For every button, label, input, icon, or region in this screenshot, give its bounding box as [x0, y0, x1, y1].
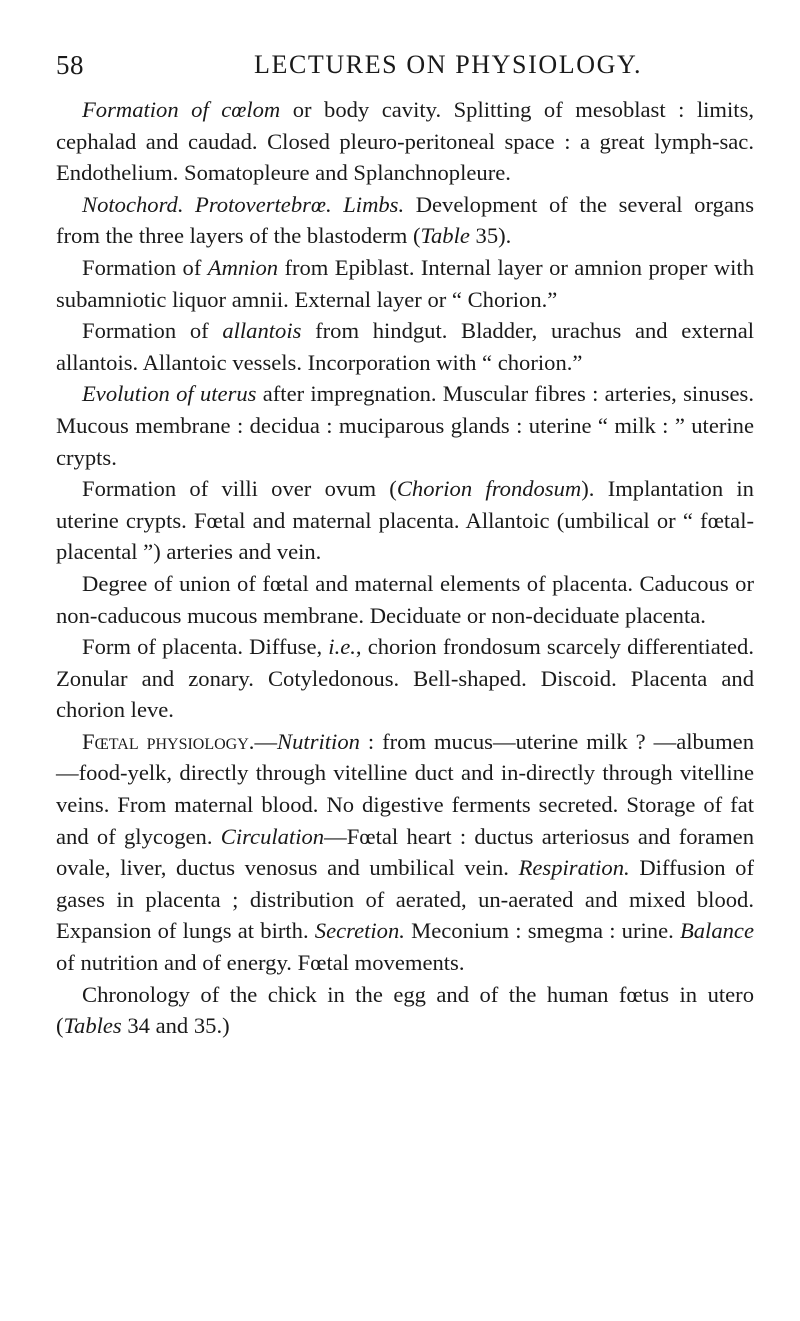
running-head: LECTURES ON PHYSIOLOGY. [254, 50, 643, 79]
italic-term: Balance [679, 918, 754, 944]
text-run: Form of placenta. Diffuse, [82, 634, 329, 660]
paragraph [56, 726, 754, 979]
text-run: Formation of [82, 254, 208, 280]
text-run: 34 and 35.) [121, 1013, 230, 1039]
italic-term: Circulation [220, 823, 325, 849]
section-heading: Fœtal physiology. [82, 728, 255, 754]
italic-term: allantois [222, 318, 302, 344]
paragraph [56, 315, 754, 378]
text-run: Formation of villi over ovum ( [82, 476, 397, 502]
paragraph [56, 568, 754, 631]
italic-term: Formation of cœlom [82, 97, 281, 122]
italic-term: Notochord. Protovertebrœ. Limbs. [82, 191, 405, 217]
text-run: Formation of [82, 318, 223, 344]
text-run: Development of the several organs from the three layers of the blastoderm ( [56, 191, 754, 249]
text-run: Diffusion of gases in placenta ; distribution of aerated, un-aerated and mixed blood. Expansion of lungs at birth. [56, 855, 755, 944]
page-number: 58 [56, 50, 84, 80]
paragraph [56, 378, 754, 473]
paragraph [56, 631, 754, 726]
text-run: ). Implantation in uterine crypts. Fœtal and maternal placenta. Allantoic (umbilical or “ fœtal-placental ”) arteries and vein. [56, 476, 754, 565]
italic-term: Table [420, 223, 470, 249]
text-run: after impregnation. Muscular fibres : arteries, sinuses. Mucous membrane : decidua : muciparous glands : uterine “ milk : ” uterine crypts. [56, 381, 754, 470]
paragraph [56, 94, 754, 189]
text-run: 35). [469, 223, 512, 249]
paragraph [56, 189, 754, 252]
text-run: from Epiblast. Internal layer or amnion proper with subamniotic liquor amnii. External layer or “ Chorion.” [56, 254, 754, 312]
text-run: — [254, 728, 278, 754]
text-run: of nutrition and of energy. Fœtal movements. [56, 950, 465, 976]
italic-term: Tables [63, 1013, 122, 1039]
italic-term: i.e. [328, 634, 356, 660]
body-text [56, 94, 754, 1042]
italic-term: Nutrition [277, 728, 360, 754]
paragraph [56, 473, 754, 568]
italic-term: Chorion frondosum [396, 476, 582, 502]
text-run: Meconium : smegma : urine. [404, 918, 680, 944]
text-run: : from mucus—uterine milk ? —albumen—food-yelk, directly through vitelline duct and in-directly through vitelline veins. From maternal blood. No digestive ferments secreted. Storage of fat and of glycogen. [56, 728, 755, 849]
italic-term: Amnion [207, 254, 279, 280]
text-run: , chorion frondosum scarcely differentiated. Zonular and zonary. Cotyledonous. Bell-shaped. Discoid. Placenta and chorion leve. [56, 634, 754, 723]
text-run: Chronology of the chick in the egg and of the human fœtus in utero ( [56, 981, 754, 1039]
page-header [56, 50, 750, 86]
italic-term: Secretion. [314, 918, 405, 944]
italic-term: Respiration. [518, 855, 630, 881]
text-run: or body cavity. Splitting of mesoblast : limits, cephalad and caudad. Closed pleuro-peritoneal space : a great lymph-sac. Endothelium. Somatopleure and Splanchnopleure. [56, 97, 755, 186]
italic-term: Evolution of uterus [82, 381, 257, 407]
text-run: from hindgut. Bladder, urachus and external allantois. Allantoic vessels. Incorporation with “ chorion.” [56, 318, 755, 375]
text-run: —Fœtal heart : ductus arteriosus and foramen ovale, liver, ductus venosus and umbilical vein. [56, 823, 754, 881]
paragraph [56, 979, 754, 1042]
text-run: Degree of union of fœtal and maternal elements of placenta. Caducous or non-caducous mucous membrane. Deciduate or non-deciduate placenta. [56, 570, 754, 628]
paragraph [56, 252, 754, 315]
